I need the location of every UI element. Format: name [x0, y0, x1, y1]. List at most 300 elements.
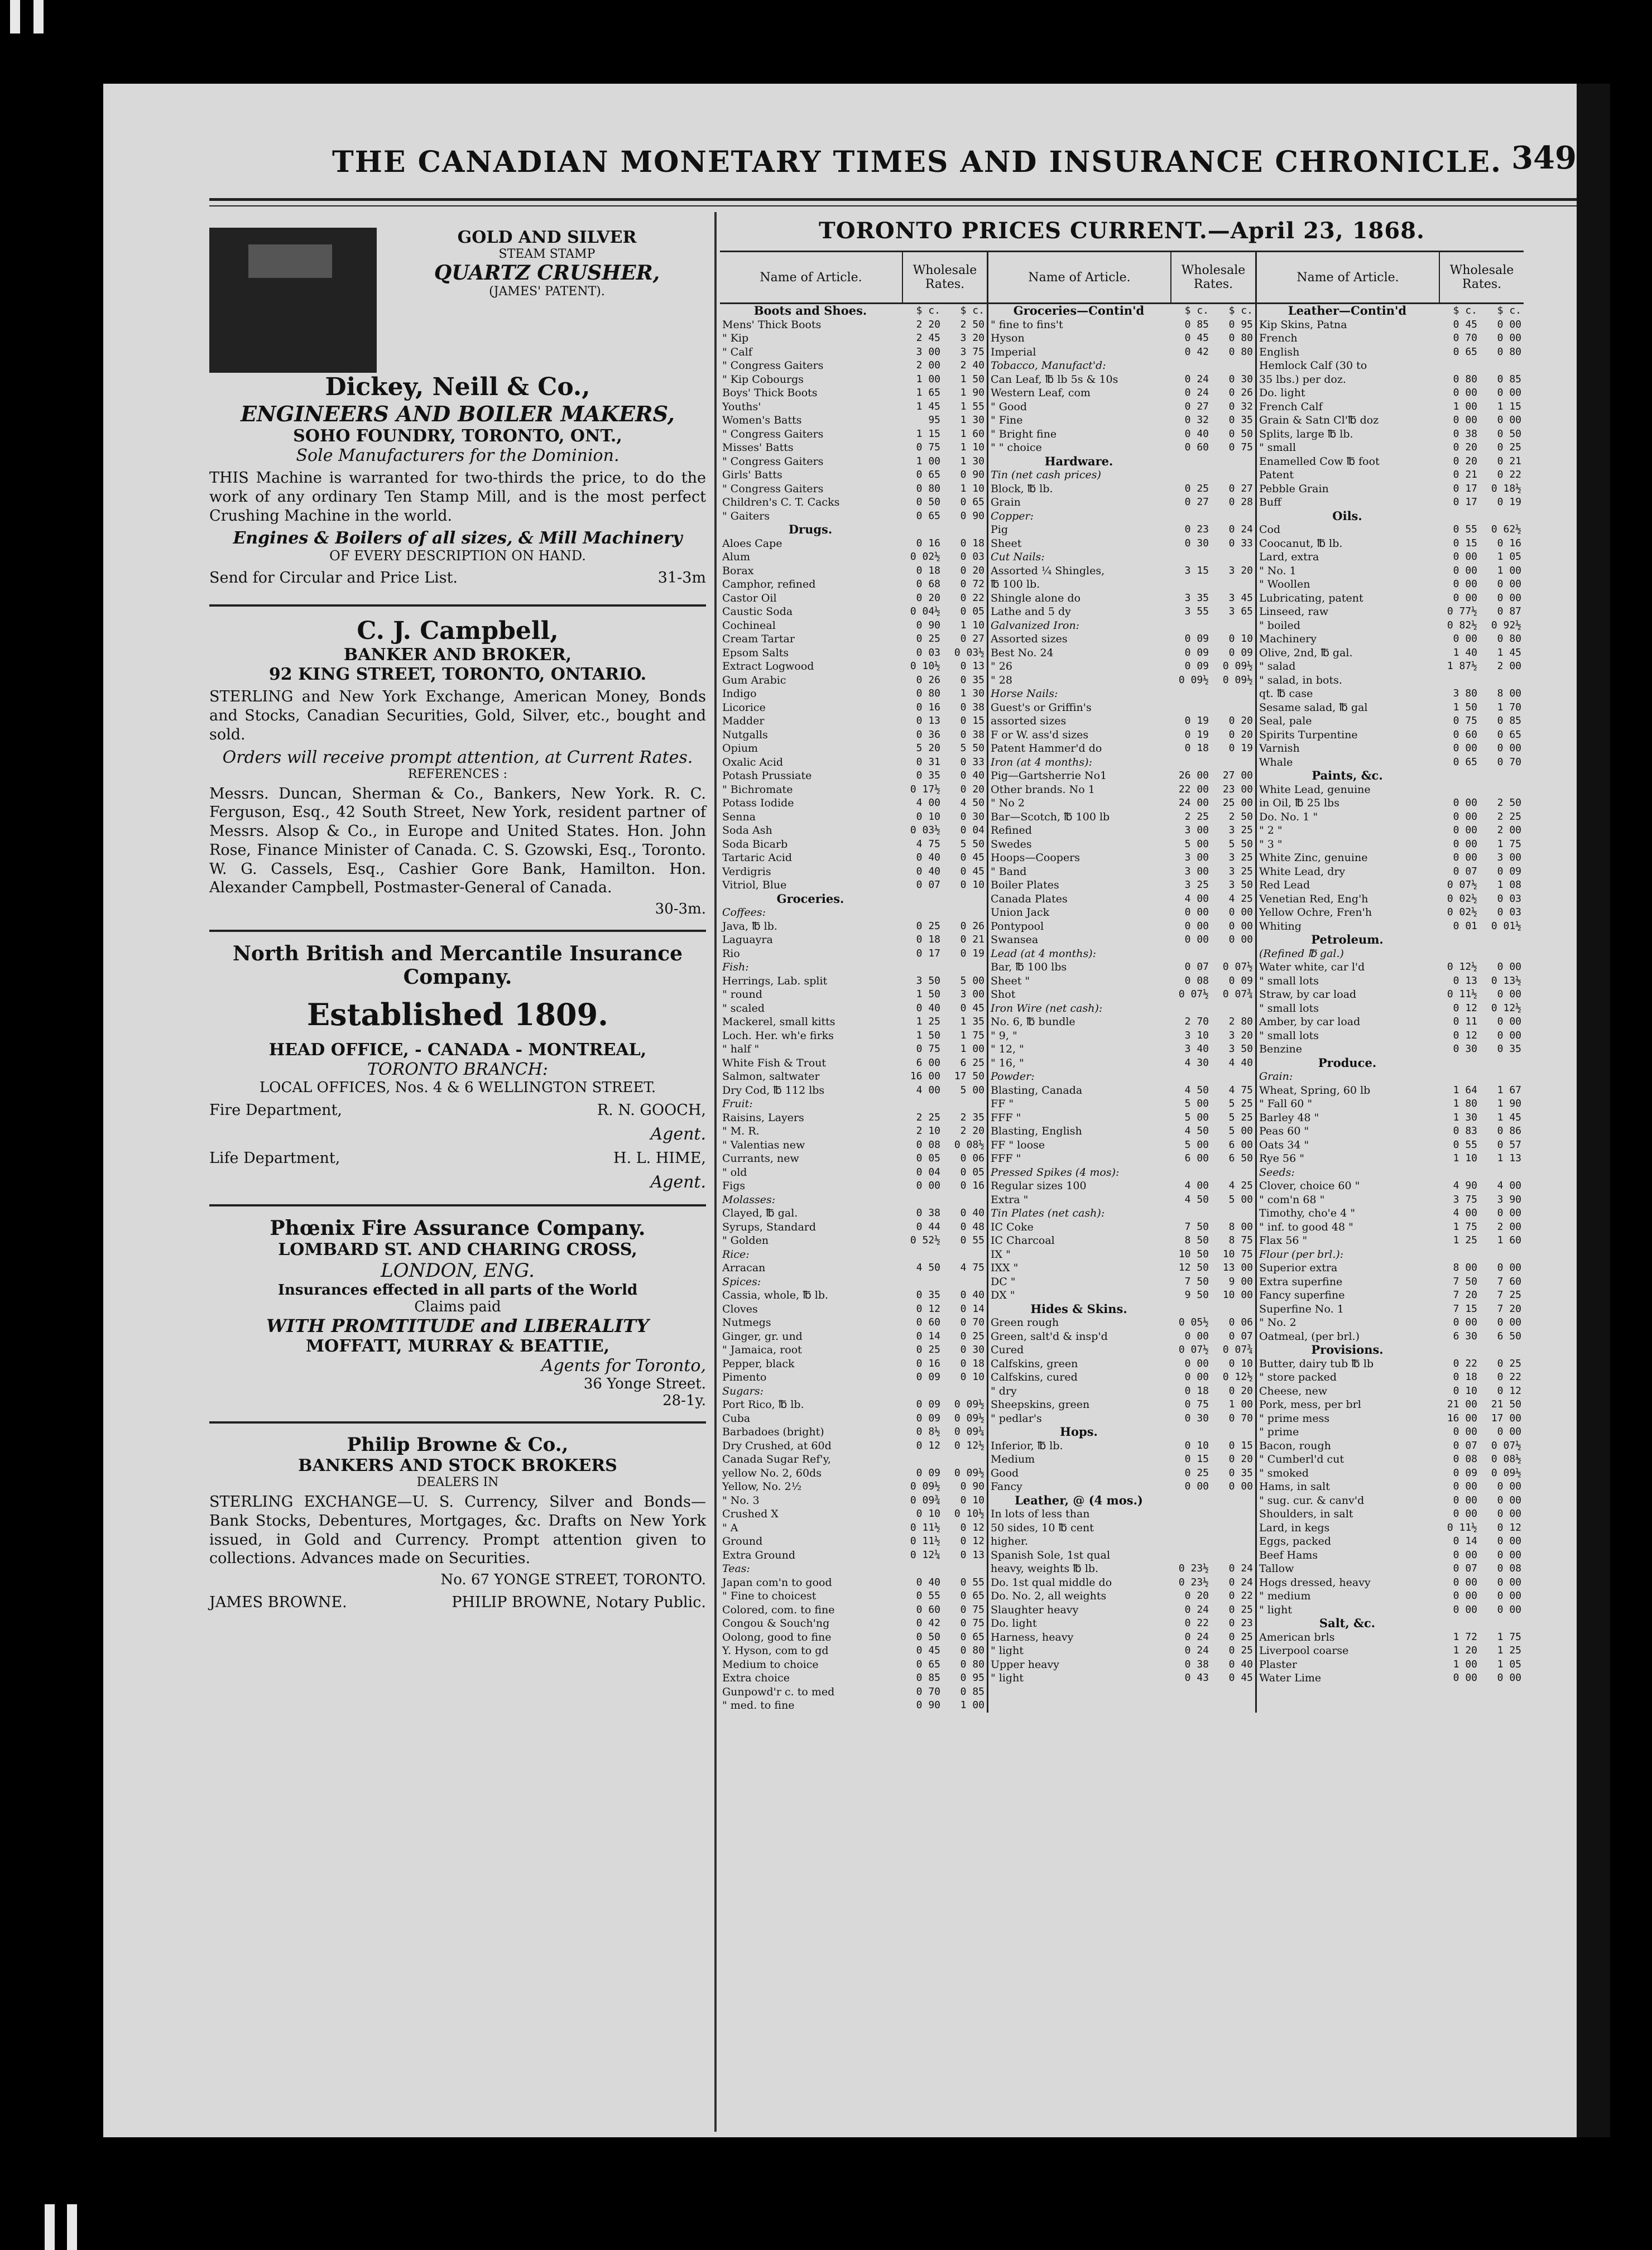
table-row [720, 756, 987, 770]
price-table-3 [1257, 252, 1524, 1713]
article-name: " Good [991, 400, 1027, 413]
table-row [1257, 1371, 1524, 1384]
rate-low: 0 23½ [1178, 1562, 1209, 1574]
rate-low: 0 09½ [1178, 674, 1209, 686]
rate-high [1211, 550, 1255, 564]
rate-high: 1 00 [1228, 1398, 1253, 1410]
article-name: Amber, by car load [1259, 1016, 1361, 1028]
rate-low: 0 07½ [1178, 1344, 1209, 1355]
ad-address: 92 KING STREET, TORONTO, ONTARIO. [268, 665, 647, 685]
rate-low: 0 00 [1453, 1549, 1477, 1561]
table-row [720, 537, 987, 551]
rate-high: 0 00 [1497, 1207, 1521, 1219]
table-row [988, 1521, 1255, 1535]
rate-low: 8 00 [1453, 1262, 1477, 1273]
article-name: Regular sizes 100 [991, 1180, 1087, 1192]
rate-high [1480, 947, 1524, 961]
rate-high: 0 16 [1497, 537, 1521, 549]
table-row [1257, 810, 1524, 824]
rate-low: 3 55 [1184, 605, 1209, 617]
article-name: Gunpowd'r c. to med [722, 1685, 835, 1698]
article-name: Olive, 2nd, ℔ gal. [1259, 646, 1353, 659]
article-name: Hemlock Calf (30 to [1259, 359, 1367, 372]
rate-low [1167, 1507, 1211, 1521]
rate-high: 5 00 [960, 1084, 985, 1096]
article-name: Tin (net cash prices) [991, 469, 1101, 481]
article-name: ℔ 100 lb. [991, 578, 1040, 590]
article-name: Hoops—Coopers [991, 852, 1080, 864]
table-row [720, 1521, 987, 1535]
table-row [720, 1343, 987, 1357]
table-row [720, 1507, 987, 1521]
table-row [720, 1124, 987, 1138]
table-row [720, 1316, 987, 1330]
subheading-row [720, 1097, 987, 1111]
rate-high: 1 75 [960, 1029, 985, 1041]
rate-high: 0 65 [960, 1631, 985, 1643]
rate-low: 0 02½ [910, 551, 940, 562]
rate-high: 0 75 [1228, 441, 1253, 453]
article-name: " 12, " [991, 1043, 1024, 1055]
rate-low: 10 50 [1178, 1248, 1209, 1260]
ad-address: SOHO FOUNDRY, TORONTO, ONT., [293, 426, 622, 446]
rate-high: 0 65 [1497, 728, 1521, 741]
article-name: " inf. to good 48 " [1259, 1220, 1353, 1233]
article-name: Copper: [991, 509, 1034, 522]
rate-low: 0 00 [1453, 387, 1477, 398]
article-name: " round [722, 988, 762, 1001]
article-name: Boys' Thick Boots [722, 387, 818, 399]
ad-line: Insurances effected in all parts of the World [277, 1282, 638, 1299]
rate-low: 0 65 [1453, 345, 1477, 358]
ad-line: BANKERS AND STOCK BROKERS [298, 1456, 617, 1475]
table-row [720, 1015, 987, 1029]
article-name: Licorice [722, 701, 766, 714]
rate-high: 0 00 [1497, 961, 1521, 973]
rate-low [1435, 359, 1480, 373]
table-row [988, 1261, 1255, 1275]
rate-low: 0 00 [1453, 1480, 1477, 1492]
rate-high: 3 25 [1228, 824, 1253, 836]
rate-low [899, 1562, 943, 1576]
rate-high: 0 95 [960, 1672, 985, 1684]
ad-firm-name: C. J. Campbell, [357, 617, 559, 646]
table-row [988, 1084, 1255, 1098]
ad-code: 28-1y. [662, 1392, 706, 1409]
table-row [1257, 674, 1524, 688]
table-row [988, 605, 1255, 619]
table-row [988, 1316, 1255, 1330]
article-name: Herrings, Lab. split [722, 974, 828, 987]
article-name: Seeds: [1259, 1166, 1295, 1179]
article-name: " No. 2 [1259, 1316, 1296, 1329]
table-row [988, 810, 1255, 824]
article-name: Calfskins, cured [991, 1371, 1078, 1383]
article-name: Youths' [722, 400, 761, 413]
table-row [720, 1453, 987, 1467]
rate-low [1167, 756, 1211, 770]
article-name: Cassia, whole, ℔ lb. [722, 1289, 829, 1301]
table-row [720, 1206, 987, 1220]
rate-low: 4 50 [1184, 1193, 1209, 1205]
rate-high [1211, 1521, 1255, 1535]
table-row [988, 851, 1255, 865]
article-name: Ground [722, 1535, 763, 1547]
article-name: Sesame salad, ℔ gal [1259, 701, 1368, 714]
rate-low: 3 00 [1184, 865, 1209, 877]
rate-low: 4 00 [916, 797, 940, 809]
table-row [1257, 865, 1524, 879]
column-header: Wholesale Rates. [1439, 252, 1524, 302]
article-name: Children's C. T. Cacks [722, 496, 840, 508]
rate-high: 0 00 [1497, 1508, 1521, 1520]
rate-high: 0 20 [1228, 1384, 1253, 1397]
rate-low: 7 50 [1184, 1220, 1209, 1233]
table-row [1257, 331, 1524, 345]
rate-high: 1 67 [1497, 1084, 1521, 1096]
rate-low: 1 50 [1453, 701, 1477, 713]
rate-low: 0 09 [916, 1412, 940, 1424]
rate-high: 0 00 [1497, 578, 1521, 590]
article-name: Spirits Turpentine [1259, 728, 1358, 741]
rate-low: 0 30 [1184, 1412, 1209, 1424]
rate-high: 3 00 [960, 988, 985, 1000]
rate-low [899, 1384, 943, 1398]
table-row [720, 1289, 987, 1302]
table-row [720, 865, 987, 879]
table-row [988, 974, 1255, 988]
table-row [720, 1699, 987, 1713]
article-name: yellow No. 2, 60ds [722, 1467, 822, 1479]
rate-low: 0 00 [1453, 742, 1477, 754]
ad-line: STEAM STAMP [498, 247, 596, 261]
rate-low [899, 1193, 943, 1207]
table-row [988, 988, 1255, 1002]
rate-high: 3 20 [1228, 564, 1253, 576]
article-name: " Congress Gaiters [722, 359, 824, 372]
rate-high: 0 20 [1228, 715, 1253, 727]
header-rule [209, 205, 1588, 206]
article-name: Seal, pale [1259, 715, 1312, 727]
article-name: Do. No. 2, all weights [991, 1590, 1107, 1602]
table-row [720, 1671, 987, 1685]
article-name: heavy, weights ℔ lb. [991, 1562, 1099, 1575]
rate-high: 0 01½ [1491, 920, 1521, 932]
rate-low: 0 07 [1453, 1439, 1477, 1451]
table-row [1257, 1206, 1524, 1220]
rate-high: $ c. [960, 305, 985, 316]
article-name: " Gaiters [722, 509, 770, 522]
rate-high: 0 08½ [1491, 1453, 1521, 1465]
rate-low: 0 04½ [910, 605, 940, 617]
rate-high [1211, 1494, 1255, 1508]
ad-line: MOFFATT, MURRAY & BEATTIE, [305, 1336, 610, 1356]
rate-low: 0 11 [1453, 1016, 1477, 1027]
rate-high: 7 25 [1497, 1289, 1521, 1301]
article-name: Sheet [991, 537, 1022, 550]
rate-low: 1 00 [916, 373, 940, 385]
rate-low: 2 45 [916, 332, 940, 344]
rate-low: $ c. [1184, 305, 1209, 316]
table-row [988, 1576, 1255, 1590]
table-row [1257, 1535, 1524, 1549]
article-name: Lard, in kegs [1259, 1521, 1330, 1534]
rate-high: 5 25 [1228, 1098, 1253, 1109]
rate-low: 0 00 [1184, 1371, 1209, 1383]
rate-high: 0 07½ [1222, 961, 1253, 973]
ad-line: REFERENCES : [407, 767, 508, 781]
rate-low: 0 23 [1184, 523, 1209, 535]
article-name: Canada Sugar Ref'y, [722, 1453, 831, 1465]
rate-low: 0 00 [1453, 633, 1477, 645]
article-name: " boiled [1259, 619, 1300, 632]
article-name: Potash Prussiate [722, 770, 812, 782]
advertisement-column [209, 218, 706, 1629]
table-row [988, 1056, 1255, 1070]
ad-line: DEALERS IN [416, 1475, 499, 1489]
table-row [720, 1261, 987, 1275]
rate-high: 0 09 [1228, 646, 1253, 658]
rate-low: 0 00 [1453, 1672, 1477, 1684]
rate-high: 0 90 [960, 469, 985, 480]
rate-high: 0 19 [1228, 742, 1253, 754]
rate-low: 0 17 [916, 947, 940, 959]
article-name: Pressed Spikes (4 mos): [991, 1166, 1120, 1179]
rate-high: 0 10 [960, 1494, 985, 1506]
rate-low: 3 80 [1453, 688, 1477, 699]
table-row [988, 1671, 1255, 1685]
article-name: Machinery [1259, 633, 1317, 645]
rate-high [1211, 1507, 1255, 1521]
rate-high: 5 50 [960, 742, 985, 754]
rate-low: 0 08 [1184, 974, 1209, 987]
rate-low: 8 50 [1184, 1234, 1209, 1246]
article-name: Molasses: [722, 1193, 776, 1206]
rate-low: 0 09¾ [910, 1494, 940, 1506]
table-row [1257, 824, 1524, 838]
rate-low: 95 [928, 414, 940, 426]
rate-high: 3 20 [960, 332, 985, 344]
page-title: THE CANADIAN MONETARY TIMES AND INSURANCE CHRONICLE. [332, 145, 1502, 179]
subheading-row [1257, 1248, 1524, 1262]
ad-line: Agents for Toronto, [541, 1356, 706, 1376]
subheading-row [988, 468, 1255, 482]
article-name: IC Charcoal [991, 1234, 1055, 1247]
ad-line: QUARTZ CRUSHER, [434, 261, 660, 285]
subheading-row [988, 687, 1255, 701]
rate-high: 0 12 [960, 1535, 985, 1547]
newspaper-page [103, 84, 1610, 2137]
table-row [1257, 1002, 1524, 1016]
rate-low: 5 00 [1184, 1138, 1209, 1151]
article-name: Vitriol, Blue [722, 879, 787, 891]
table-row [1257, 796, 1524, 810]
rate-low [1167, 550, 1211, 564]
rate-high: 0 00 [1497, 1316, 1521, 1328]
rate-high: 4 50 [960, 797, 985, 809]
article-name: English [1259, 345, 1300, 358]
article-name: Other brands. No 1 [991, 783, 1095, 796]
rate-high [1211, 1425, 1255, 1439]
rate-high: 0 70 [1497, 756, 1521, 768]
table-row [720, 1425, 987, 1439]
article-name: Extra " [991, 1193, 1029, 1206]
article-name: Mens' Thick Boots [722, 318, 822, 331]
rate-high: 10 75 [1222, 1248, 1253, 1260]
rate-low: 3 25 [1184, 879, 1209, 891]
rate-high [943, 960, 987, 974]
rate-low: 0 09 [1453, 1467, 1477, 1479]
rate-low: 0 23½ [1178, 1576, 1209, 1588]
rate-high: 0 00 [1497, 1494, 1521, 1506]
ad-body: STERLING and New York Exchange, American Money, Bonds and Stocks, Canadian Securities, Gold, Silver, etc., bought and sold. [209, 688, 706, 743]
article-name: " A [722, 1521, 738, 1534]
rate-low: 1 00 [1453, 1658, 1477, 1670]
rate-high: 0 03 [1497, 906, 1521, 918]
article-name: Shot [991, 988, 1016, 1001]
table-row [1257, 1042, 1524, 1056]
article-name: higher. [991, 1535, 1028, 1547]
rate-low: 0 85 [916, 1672, 940, 1684]
table-row [1257, 359, 1524, 373]
article-name: Yellow, No. 2½ [722, 1480, 802, 1493]
article-name: Patent [1259, 469, 1294, 481]
table-row [720, 851, 987, 865]
table-row [988, 769, 1255, 783]
article-name: Extra Ground [722, 1549, 796, 1561]
rate-high: 0 80 [960, 1658, 985, 1670]
table-row [1257, 1138, 1524, 1152]
article-name: " light [991, 1672, 1024, 1684]
article-name: Alum [722, 551, 751, 563]
article-name: " sug. cur. & canv'd [1259, 1494, 1365, 1507]
table-row [988, 1042, 1255, 1056]
article-name: Extra superfine [1259, 1275, 1343, 1288]
article-name: Cream Tartar [722, 633, 795, 645]
article-name: Best No. 24 [991, 646, 1054, 659]
table-row [1257, 592, 1524, 605]
rate-low: 1 45 [916, 400, 940, 412]
article-name: IX " [991, 1248, 1011, 1261]
rate-low: 0 60 [916, 1316, 940, 1328]
table-row [720, 1439, 987, 1453]
rate-low: 0 80 [1453, 373, 1477, 385]
article-name: Butter, dairy tub ℔ lb [1259, 1357, 1374, 1370]
table-row [988, 660, 1255, 674]
table-row [720, 550, 987, 564]
rate-high [943, 906, 987, 920]
subheading-row [988, 947, 1255, 961]
rate-low: 1 40 [1453, 646, 1477, 658]
rate-high: 0 38 [960, 701, 985, 713]
table-row [720, 1152, 987, 1166]
article-name: Lathe and 5 dy [991, 605, 1071, 618]
table-row [720, 714, 987, 728]
article-name: Loch. Her. wh'e firks [722, 1029, 834, 1042]
rate-high: 0 14 [960, 1302, 985, 1315]
table-row [1257, 345, 1524, 359]
ad-line: Agent. [650, 1124, 706, 1144]
article-name: Hops. [1060, 1425, 1098, 1439]
rate-low [1167, 701, 1211, 715]
table-row [720, 441, 987, 455]
rate-high: 0 15 [960, 715, 985, 727]
article-name: " 16, " [991, 1056, 1024, 1069]
rate-high: 5 50 [960, 838, 985, 850]
rate-high: 3 20 [1228, 1029, 1253, 1041]
table-row [988, 1549, 1255, 1562]
rate-low: 6 30 [1453, 1330, 1477, 1342]
table-row [720, 796, 987, 810]
article-name: " Bichromate [722, 783, 793, 796]
table-row [988, 482, 1255, 496]
rate-low: 24 00 [1178, 797, 1209, 809]
table-row [720, 592, 987, 605]
rate-high: 0 25 [1228, 1645, 1253, 1656]
rate-low: 16 00 [910, 1070, 940, 1082]
article-name: Barley 48 " [1259, 1111, 1319, 1124]
table-row [988, 1015, 1255, 1029]
rate-low: 0 00 [1453, 1508, 1477, 1520]
table-row [1257, 578, 1524, 592]
rate-high: 4 75 [1228, 1084, 1253, 1096]
article-name: No. 6, ℔ bundle [991, 1016, 1075, 1028]
article-name: Harness, heavy [991, 1631, 1074, 1643]
rate-high: 0 45 [960, 852, 985, 863]
rate-low: 0 42 [916, 1617, 940, 1629]
rate-high [1211, 1070, 1255, 1084]
table-row [988, 1193, 1255, 1207]
article-name: Fancy [991, 1480, 1022, 1493]
rate-high [943, 1453, 987, 1467]
article-name: " Cumberl'd cut [1259, 1453, 1344, 1465]
rate-low: 0 27 [1184, 496, 1209, 508]
rate-high: 27 00 [1222, 770, 1253, 781]
rate-low: 0 00 [1453, 578, 1477, 590]
rate-low: 0 17 [1453, 482, 1477, 494]
article-name: Soda Ash [722, 824, 772, 836]
rate-low: 0 60 [1184, 441, 1209, 453]
article-name: IXX " [991, 1262, 1019, 1274]
table-row [1257, 1015, 1524, 1029]
rate-low: 3 15 [1184, 564, 1209, 576]
ad-line: LONDON, ENG. [381, 1259, 535, 1282]
rate-high: 2 50 [1497, 797, 1521, 809]
rate-high: 1 30 [960, 414, 985, 426]
rate-high: 1 00 [1497, 564, 1521, 576]
rate-high: 17 00 [1491, 1412, 1521, 1424]
article-name: Hams, in salt [1259, 1480, 1330, 1493]
rate-high: 4 75 [960, 1262, 985, 1273]
rate-high: 3 50 [1228, 879, 1253, 891]
rate-high: 0 22 [1497, 1371, 1521, 1383]
rate-low: 0 12 [916, 1439, 940, 1451]
table-row [720, 1371, 987, 1384]
rate-high: 3 45 [1228, 592, 1253, 604]
rate-high: 2 50 [1228, 810, 1253, 823]
article-name: Girls' Batts [722, 469, 782, 481]
table-row [988, 674, 1255, 688]
table-row [988, 1029, 1255, 1043]
table-row [988, 892, 1255, 906]
rate-low: 0 55 [1453, 1138, 1477, 1151]
article-name: Dry Crushed, at 60d [722, 1439, 832, 1452]
ad-line: 36 Yonge Street. [583, 1376, 706, 1392]
article-name: Horse Nails: [991, 688, 1058, 700]
article-name: " med. to fine [722, 1699, 795, 1711]
article-name: Boots and Shoes. [753, 304, 867, 318]
ad-line: Agent. [650, 1172, 706, 1192]
